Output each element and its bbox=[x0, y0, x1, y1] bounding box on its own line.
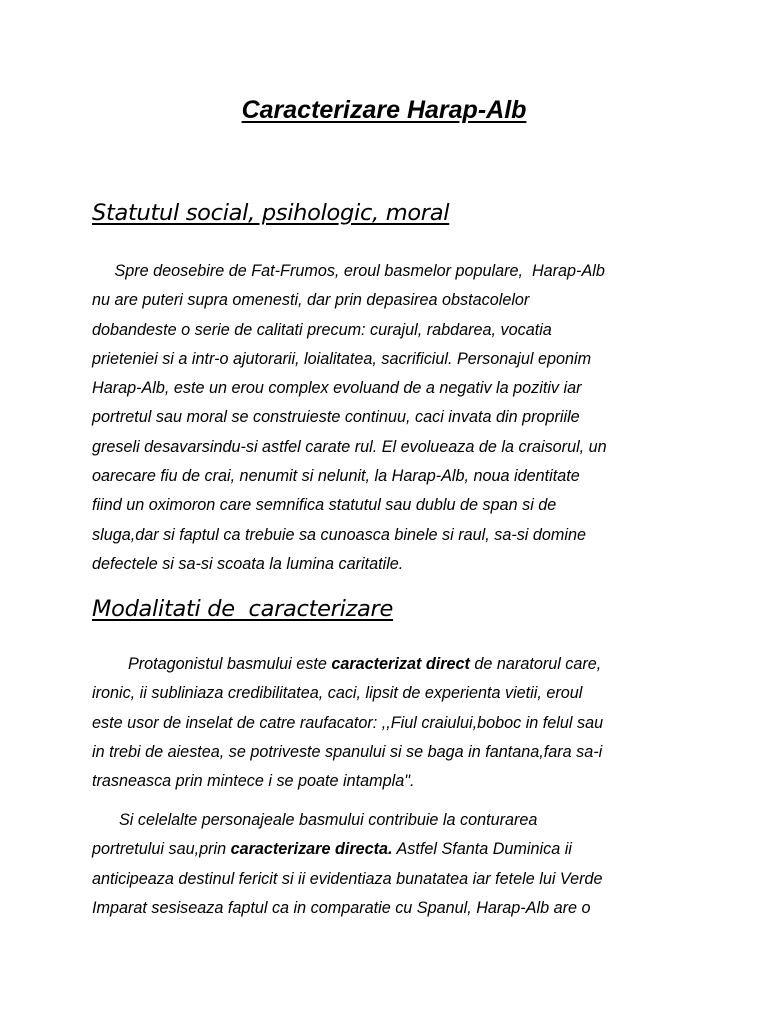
bold-term: caracterizat direct bbox=[331, 655, 470, 673]
paragraph-caracterizare-directa bbox=[92, 650, 682, 796]
text-line: in trebi de aiestea, se potriveste spanului si se baga in fantana,fara sa-i bbox=[92, 742, 603, 761]
text-line: fiind un oximoron care semnifica statutul sau dublu de span si de bbox=[92, 496, 557, 515]
text-line: este usor de inselat de catre raufacator: ,,Fiul craiului,boboc in felul sau bbox=[92, 713, 604, 732]
text-line: oarecare fiu de crai, nenumit si nelunit, la Harap-Alb, noua identitate bbox=[92, 467, 580, 486]
text-line: trasneasca prin mintece i se poate intampla". bbox=[92, 772, 415, 791]
section-heading-modalitati: Modalitati de caracterizare bbox=[92, 596, 394, 622]
bold-term: caracterizare directa. bbox=[230, 840, 393, 859]
text-line: anticipeaza destinul fericit si ii evidentiaza bunatatea iar fetele lui Verde bbox=[92, 869, 603, 888]
section-heading-statut: Statutul social, psihologic, moral bbox=[92, 200, 450, 226]
paragraph-statut bbox=[92, 257, 682, 579]
text-line: Harap-Alb, este un erou complex evoluand de a negativ la pozitiv iar bbox=[92, 379, 582, 398]
text-run: portretului sau,prin bbox=[92, 840, 231, 859]
text-line: dobandeste o serie de calitati precum: curajul, rabdarea, vocatia bbox=[92, 320, 552, 339]
text-line: sluga,dar si faptul ca trebuie sa cunoasca binele si raul, sa-si domine bbox=[92, 525, 586, 544]
text-line: Spre deosebire de Fat-Frumos, eroul basmelor populare, Harap-Alb bbox=[92, 262, 605, 280]
text-line: prieteniei si a intr-o ajutorarii, loialitatea, sacrificiul. Personajul eponim bbox=[92, 349, 592, 368]
document-title: Caracterizare Harap-Alb bbox=[241, 96, 527, 124]
text-line: ironic, ii subliniaza credibilitatea, caci, lipsit de experienta vietii, eroul bbox=[92, 684, 583, 703]
text-line: Imparat sesiseaza faptul ca in comparatie cu Spanul, Harap-Alb are o bbox=[92, 898, 591, 917]
text-run: de naratorul care, bbox=[469, 655, 602, 673]
text-line: nu are puteri supra omenesti, dar prin depasirea obstacolelor bbox=[92, 291, 530, 310]
text-run: Protagonistul basmului este bbox=[92, 655, 332, 673]
text-line: portretul sau moral se construieste continuu, caci invata din propriile bbox=[92, 408, 580, 427]
text-line: defectele si sa-si scoata la lumina caritatile. bbox=[92, 554, 404, 573]
paragraph-personaje bbox=[92, 806, 682, 923]
text-line bbox=[92, 835, 682, 864]
text-line: greseli desavarsindu-si astfel carate rul. El evolueaza de la craisorul, un bbox=[92, 437, 607, 456]
text-line: Si celelalte personajeale basmului contribuie la conturarea bbox=[92, 811, 538, 829]
text-line bbox=[92, 650, 682, 679]
text-run: Astfel Sfanta Duminica ii bbox=[392, 840, 572, 859]
